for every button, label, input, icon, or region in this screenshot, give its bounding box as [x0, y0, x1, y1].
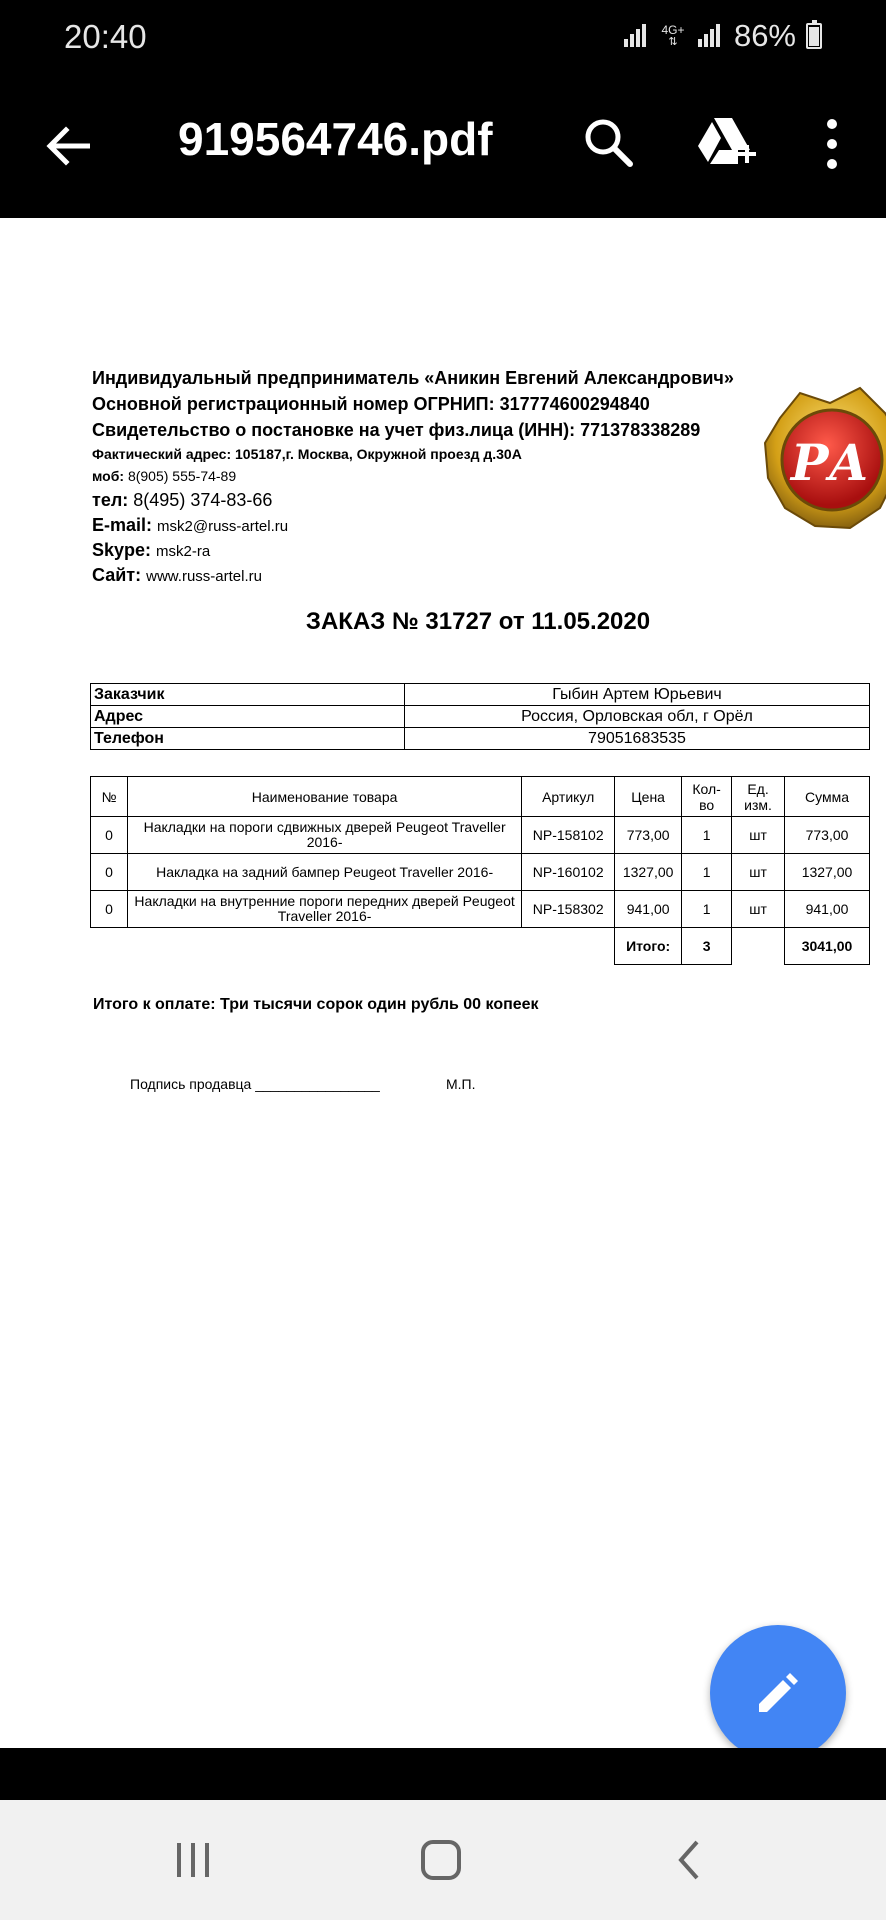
- customer-label: Заказчик: [91, 684, 405, 706]
- item-sku: NP-160102: [522, 854, 615, 891]
- item-sum: 1327,00: [785, 854, 870, 891]
- customer-label: Телефон: [91, 728, 405, 750]
- item-name: Накладки на пороги сдвижных дверей Peugeot Traveller 2016-: [127, 817, 521, 854]
- navigation-bar: [0, 1800, 886, 1920]
- item-name: Накладки на внутренние пороги передних дверей Peugeot Traveller 2016-: [127, 891, 521, 928]
- nav-back-button[interactable]: [655, 1830, 725, 1890]
- home-button[interactable]: [406, 1830, 476, 1890]
- logo-text: РА: [790, 433, 870, 492]
- site-line: [92, 565, 262, 586]
- app-bar: [0, 76, 886, 218]
- site-value: www.russ-artel.ru: [146, 568, 262, 585]
- table-row: [91, 891, 870, 928]
- item-name: Накладка на задний бампер Peugeot Traveller 2016-: [127, 854, 521, 891]
- column-header: Артикул: [522, 777, 615, 817]
- column-header: №: [91, 777, 128, 817]
- item-sku: NP-158302: [522, 891, 615, 928]
- back-icon: [675, 1838, 705, 1882]
- data-arrows-icon: 4G+ ⇅: [661, 23, 685, 48]
- email-value: msk2@russ-artel.ru: [157, 518, 289, 535]
- item-qty: 1: [682, 891, 732, 928]
- customer-row: [91, 728, 870, 750]
- mobile-line: [92, 468, 236, 484]
- customer-table: [90, 683, 870, 750]
- skype-value: msk2-ra: [156, 543, 211, 560]
- total-in-words: Итого к оплате: Три тысячи сорок один рубль 00 копеек: [93, 996, 539, 1013]
- totals-spacer: [91, 928, 615, 965]
- column-header: Цена: [615, 777, 682, 817]
- ogrnip-line: Основной регистрационный номер ОГРНИП: 317774600294840: [92, 394, 650, 414]
- phone-value: 8(495) 374-83-66: [133, 490, 273, 510]
- item-price: 941,00: [615, 891, 682, 928]
- edit-fab-button[interactable]: [710, 1625, 846, 1761]
- seller-signature: Подпись продавца ________________: [130, 1076, 380, 1092]
- home-icon: [419, 1838, 463, 1882]
- drive-add-icon: [694, 112, 758, 176]
- customer-value: Россия, Орловская обл, г Орёл: [405, 706, 870, 728]
- status-bar: [0, 0, 886, 76]
- pdf-page[interactable]: [0, 218, 886, 1748]
- item-unit: шт: [732, 817, 785, 854]
- order-title: ЗАКАЗ № 31727 от 11.05.2020: [305, 608, 651, 635]
- battery-icon: [806, 23, 822, 49]
- customer-value: 79051683535: [405, 728, 870, 750]
- item-unit: шт: [732, 854, 785, 891]
- add-to-drive-button[interactable]: [694, 112, 758, 176]
- search-icon: [580, 112, 640, 176]
- item-qty: 1: [682, 854, 732, 891]
- item-num: 0: [91, 891, 128, 928]
- item-unit: шт: [732, 891, 785, 928]
- edit-pencil-icon: [753, 1668, 803, 1718]
- item-sum: 773,00: [785, 817, 870, 854]
- item-num: 0: [91, 854, 128, 891]
- phone-label: тел:: [92, 490, 129, 510]
- items-table: [90, 776, 870, 965]
- email-label: E-mail:: [92, 515, 153, 535]
- site-label: Сайт:: [92, 565, 142, 585]
- column-header: Ед. изм.: [732, 777, 785, 817]
- stamp-place: М.П.: [446, 1076, 476, 1092]
- recent-apps-icon: [173, 1840, 213, 1880]
- mobile-label: моб:: [92, 468, 125, 484]
- customer-label: Адрес: [91, 706, 405, 728]
- company-name: Индивидуальный предприниматель «Аникин Евгений Александрович»: [92, 368, 734, 388]
- column-header: Сумма: [785, 777, 870, 817]
- item-sum: 941,00: [785, 891, 870, 928]
- address-line: Фактический адрес: 105187,г. Москва, Окружной проезд д.30А: [92, 446, 522, 462]
- table-row: [91, 817, 870, 854]
- signal-icon: [696, 23, 724, 49]
- column-header: Наименование товара: [127, 777, 521, 817]
- column-header: Кол- во: [682, 777, 732, 817]
- item-sku: NP-158102: [522, 817, 615, 854]
- item-num: 0: [91, 817, 128, 854]
- back-arrow-icon: [46, 126, 90, 166]
- table-row: [91, 854, 870, 891]
- item-price: 773,00: [615, 817, 682, 854]
- totals-qty: 3: [682, 928, 732, 965]
- item-price: 1327,00: [615, 854, 682, 891]
- more-options-button[interactable]: [812, 112, 852, 176]
- totals-label: Итого:: [615, 928, 682, 965]
- back-button[interactable]: [40, 114, 96, 178]
- items-header-row: [91, 777, 870, 817]
- item-qty: 1: [682, 817, 732, 854]
- company-logo: [760, 378, 886, 538]
- status-icons: [622, 18, 822, 54]
- search-button[interactable]: [580, 112, 640, 176]
- recent-apps-button[interactable]: [158, 1830, 228, 1890]
- mobile-value: 8(905) 555-74-89: [127, 468, 237, 484]
- customer-row: [91, 684, 870, 706]
- totals-spacer: [732, 928, 785, 965]
- skype-line: [92, 540, 210, 561]
- phone-line: [92, 490, 272, 511]
- email-line: [92, 515, 288, 536]
- customer-row: [91, 706, 870, 728]
- more-vert-icon: [812, 112, 852, 176]
- battery-percent: 86%: [733, 18, 796, 53]
- document-title: 919564746.pdf: [178, 113, 493, 165]
- customer-value: Гыбин Артем Юрьевич: [405, 684, 870, 706]
- skype-label: Skype:: [92, 540, 152, 560]
- signal-icon: [622, 23, 650, 49]
- totals-row: [91, 928, 870, 965]
- network-type: 4G+: [661, 23, 685, 37]
- status-time: 20:40: [64, 18, 147, 55]
- inn-line: Свидетельство о постановке на учет физ.лица (ИНН): 771378338289: [92, 420, 701, 440]
- totals-sum: 3041,00: [785, 928, 870, 965]
- bottom-strip: [0, 1748, 886, 1800]
